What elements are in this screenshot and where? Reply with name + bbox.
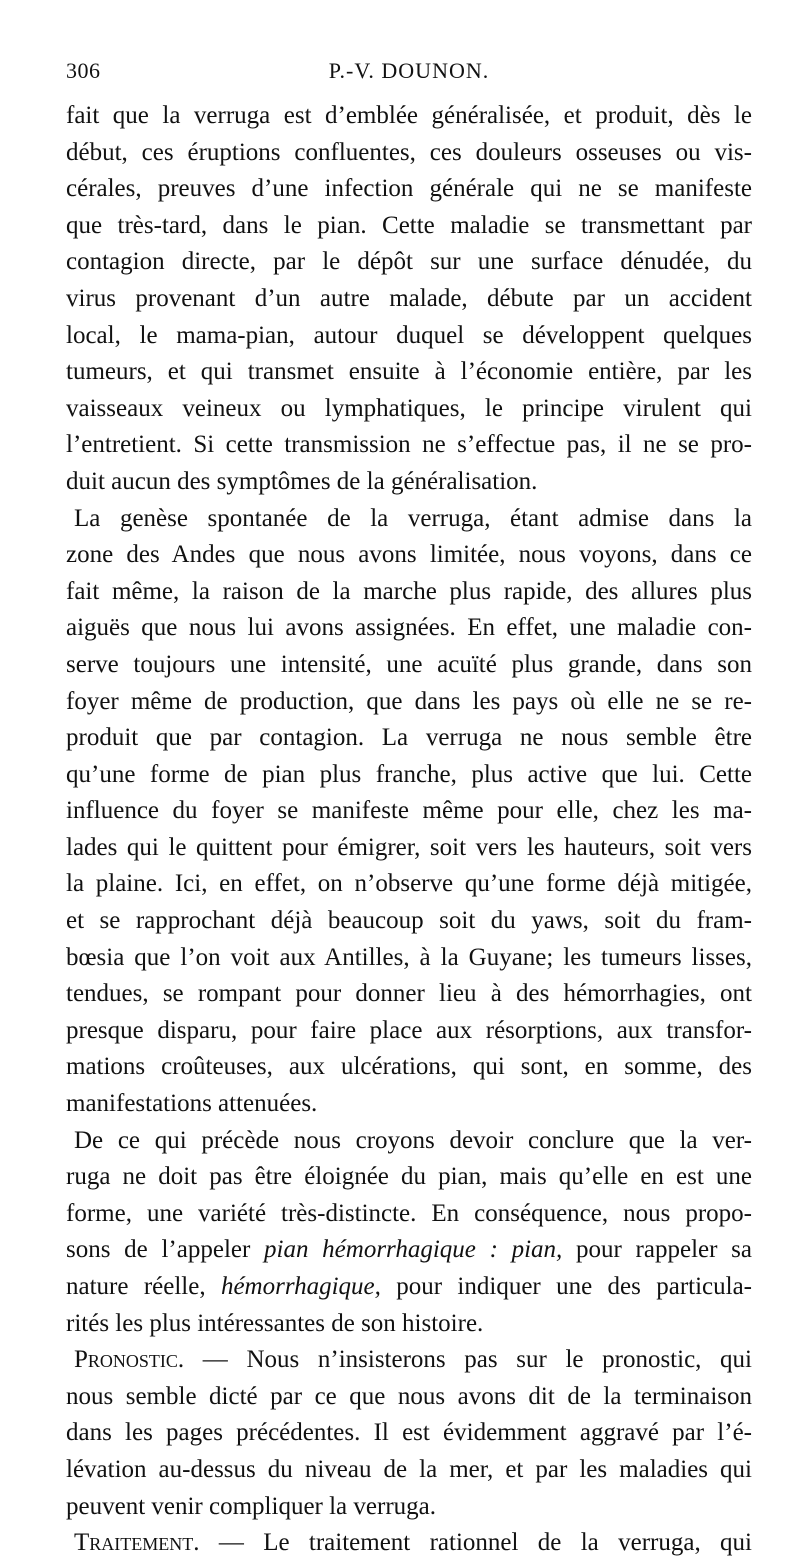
paragraph bbox=[66, 98, 752, 501]
text-line: manifestations attenuées. bbox=[66, 1090, 318, 1118]
text-run: nature réelle, bbox=[66, 1273, 221, 1300]
text-run: pour rappeler sa bbox=[562, 1236, 752, 1264]
text-line: et se rapprochant déjà beaucoup soit du yaws, soit du fram- bbox=[66, 907, 752, 935]
paragraph bbox=[66, 1123, 752, 1343]
text-line: presque disparu, pour faire place aux résorptions, aux transfor- bbox=[66, 1016, 752, 1044]
text-line: influence du foyer se manifeste même pour elle, chez les ma- bbox=[66, 797, 752, 825]
text-line: produit que par contagion. La verruga ne nous semble être bbox=[66, 724, 752, 752]
text-line: début, ces éruptions confluentes, ces douleurs osseuses ou vis- bbox=[66, 138, 752, 166]
paragraph bbox=[66, 1525, 752, 1562]
text-run: — Le traitement rationnel de la verruga, qui bbox=[199, 1529, 752, 1557]
paragraph bbox=[66, 1342, 752, 1525]
text-line bbox=[66, 1342, 752, 1379]
text-line: lévation au-dessus du niveau de la mer, et par les maladies qui bbox=[66, 1455, 752, 1483]
text-line: tumeurs, et qui transmet ensuite à l’économie entière, par les bbox=[66, 358, 752, 386]
text-line: peuvent venir compliquer la verruga. bbox=[66, 1492, 436, 1520]
text-line: nous semble dicté par ce que nous avons dit de la terminaison bbox=[66, 1382, 752, 1410]
text-line: forme, une variété très-distincte. En conséquence, nous propo- bbox=[66, 1199, 752, 1227]
text-line: La genèse spontanée de la verruga, étant admise dans la bbox=[74, 504, 752, 532]
section-heading: Traitement. bbox=[74, 1529, 200, 1557]
text-line: contagion directe, par le dépôt sur une surface dénudée, du bbox=[66, 248, 752, 276]
section-heading: Pronostic. bbox=[74, 1346, 185, 1374]
text-line: zone des Andes que nous avons limitée, nous voyons, dans ce bbox=[66, 541, 752, 569]
text-run: pour indiquer une des particula- bbox=[380, 1273, 753, 1300]
italic-term: hémorrhagique, bbox=[220, 1273, 381, 1300]
text-line bbox=[66, 1232, 752, 1269]
text-line: cérales, preuves d’une infection générale qui ne se manifeste bbox=[66, 175, 752, 203]
text-line: rités les plus intéressantes de son histoire. bbox=[66, 1309, 484, 1337]
text-line: mations croûteuses, aux ulcérations, qui sont, en somme, des bbox=[66, 1053, 752, 1081]
text-line: dans les pages précédentes. Il est évidemment aggravé par l’é- bbox=[66, 1419, 752, 1447]
text-line: bœsia que l’on voit aux Antilles, à la Guyane; les tumeurs lisses, bbox=[66, 943, 752, 971]
text-line: foyer même de production, que dans les pays où elle ne se re- bbox=[66, 687, 752, 715]
text-line: vaisseaux veineux ou lymphatiques, le principe virulent qui bbox=[66, 394, 752, 422]
text-run: — Nous n’insisterons pas sur le pronostic, qui bbox=[184, 1346, 752, 1374]
text-line: De ce qui précède nous croyons devoir conclure que la ver- bbox=[74, 1126, 752, 1154]
text-line: fait même, la raison de la marche plus rapide, des allures plus bbox=[66, 577, 752, 605]
text-line: qu’une forme de pian plus franche, plus active que lui. Cette bbox=[66, 760, 752, 788]
text-line: tendues, se rompant pour donner lieu à des hémorrhagies, ont bbox=[66, 980, 752, 1008]
text-line: local, le mama-pian, autour duquel se développent quelques bbox=[66, 321, 752, 349]
text-line: la plaine. Ici, en effet, on n’observe qu’une forme déjà mitigée, bbox=[66, 870, 752, 898]
running-head: P.-V. DOUNON. bbox=[328, 58, 490, 83]
text-line: virus provenant d’un autre malade, débute par un accident bbox=[66, 284, 752, 312]
text-line: que très-tard, dans le pian. Cette maladie se transmettant par bbox=[66, 211, 752, 239]
text-line: aiguës que nous lui avons assignées. En effet, une maladie con- bbox=[66, 614, 752, 642]
text-line: duit aucun des symptômes de la généralisation. bbox=[66, 467, 538, 495]
italic-term: pian hémorrhagique : pian, bbox=[264, 1236, 563, 1264]
text-run: sons de l’appeler bbox=[66, 1236, 265, 1264]
text-line: serve toujours une intensité, une acuïté plus grande, dans son bbox=[66, 650, 752, 678]
text-line: l’entretient. Si cette transmission ne s’effectue pas, il ne se pro- bbox=[66, 431, 752, 459]
text-line: lades qui le quittent pour émigrer, soit vers les hauteurs, soit vers bbox=[66, 833, 752, 861]
page-number: 306 bbox=[66, 58, 101, 83]
body-text bbox=[66, 98, 752, 1562]
text-line bbox=[66, 1525, 752, 1562]
text-line bbox=[66, 1269, 752, 1306]
text-line: fait que la verruga est d’emblée généralisée, et produit, dès le bbox=[66, 102, 752, 129]
page-header bbox=[66, 58, 752, 88]
text-line: ruga ne doit pas être éloignée du pian, mais qu’elle en est une bbox=[66, 1163, 752, 1191]
paragraph bbox=[66, 501, 752, 1123]
